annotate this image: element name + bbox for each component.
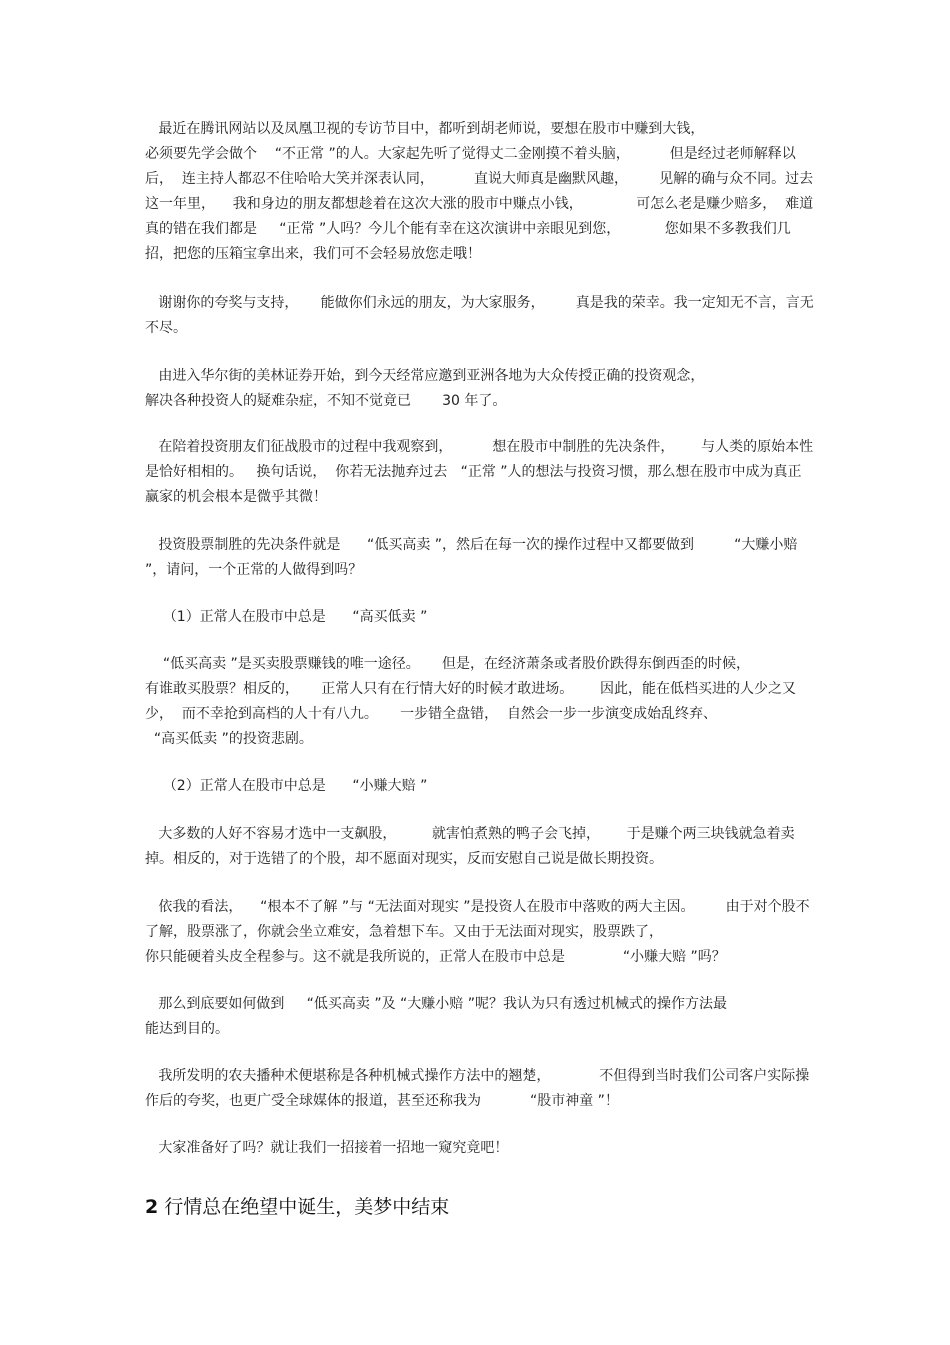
paragraph-two-causes: 依我的看法， “根本不了解 ”与 “无法面对现实 ”是投资人在股市中落败的两大主因。 由于对个股不了解，股票涨了，你就会坐立难安，急着想下车。又由于无法面对现实，股票跌了， 你只能硬着头皮全程参与。这不就是我所说的，正常人在股市中总是 “小赚大赔 ”吗？	[145, 899, 810, 965]
section-title: 行情总在绝望中诞生，美梦中结束	[164, 1196, 450, 1218]
paragraph-precondition: 投资股票制胜的先决条件就是 “低买高卖 ”，然后在每一次的操作过程中又都要做到 “大赚小赔 ”，请问，一个正常的人做得到吗？	[145, 537, 802, 578]
paragraph-experience: 由进入华尔街的美林证券开始，到今天经常应邀到亚洲各地为大众传授正确的投资观念， 解决各种投资人的疑难杂症，不知不觉竟已 30 年了。	[145, 368, 705, 409]
paragraph-hot-stock: 大多数的人好不容易才选中一支飙股， 就害怕煮熟的鸭子会飞掉， 于是赚个两三块钱就急着卖掉。相反的，对于选错了的个股，却不愿面对现实，反而安慰自己说是做长期投资。	[145, 826, 795, 867]
paragraph-thanks: 谢谢你的夸奖与支持， 能做你们永远的朋友，为大家服务， 真是我的荣幸。我一定知无不言，言无不尽。	[145, 295, 814, 336]
paragraph-human-nature: 在陪着投资朋友们征战股市的过程中我观察到， 想在股市中制胜的先决条件， 与人类的原始本性是恰好相相的。 换句话说， 你若无法抛弃过去 “正常 ”人的想法与投资习惯，那么想在股市中成为真正赢家的机会根本是微乎其微！	[145, 439, 814, 505]
paragraph-buy-low-sell-high: “低买高卖 ”是买卖股票赚钱的唯一途径。 但是，在经济萧条或者股价跌得东倒西歪的时候， 有谁敢买股票？相反的， 正常人只有在行情大好的时候才敢进场。 因此，能在低档买进的人少之又少， 而不幸抢到高档的人十有八九。 一步错全盘错， 自然会一步一步演变成始乱终弃、 “高买低卖 ”的投资悲剧。	[145, 656, 796, 747]
paragraph-intro-question: 最近在腾讯网站以及凤凰卫视的专访节目中，都听到胡老师说，要想在股市中赚到大钱， 必须要先学会做个 “不正常 ”的人。大家起先听了觉得丈二金刚摸不着头脑， 但是经过老师解释以后， 连主持人都忍不住哈哈大笑并深表认同， 直说大师真是幽默风趣， 见解的确与众不同。过去这一年里， 我和身边的朋友都想趁着在这次大涨的股市中赚点小钱， 可怎么老是赚少赔多， 难道真的错在我们都是 “正常 ”人吗？今儿个能有幸在这次演讲中亲眼见到您， 您如果不多教我们几招，把您的压箱宝拿出来，我们可不会轻易放您走哦！	[145, 121, 814, 262]
paragraph-mechanical-method: 那么到底要如何做到 “低买高卖 ”及 “大赚小赔 ”呢？我认为只有透过机械式的操作方法最 能达到目的。	[145, 996, 727, 1037]
paragraph-ready: 大家准备好了吗？就让我们一招接着一招地一窥究竟吧！	[145, 1140, 509, 1156]
subheading-small-gain-big-loss: （2）正常人在股市中总是 “小赚大赔 ”	[145, 778, 428, 794]
section-number: 2	[145, 1196, 159, 1218]
subheading-buy-high-sell-low: （1）正常人在股市中总是 “高买低卖 ”	[145, 609, 428, 625]
section-heading	[145, 1192, 449, 1222]
paragraph-farmer-sowing: 我所发明的农夫播种术便堪称是各种机械式操作方法中的翘楚， 不但得到当时我们公司客户实际操作后的夸奖，也更广受全球媒体的报道，甚至还称我为 “股市神童 ”！	[145, 1068, 810, 1109]
